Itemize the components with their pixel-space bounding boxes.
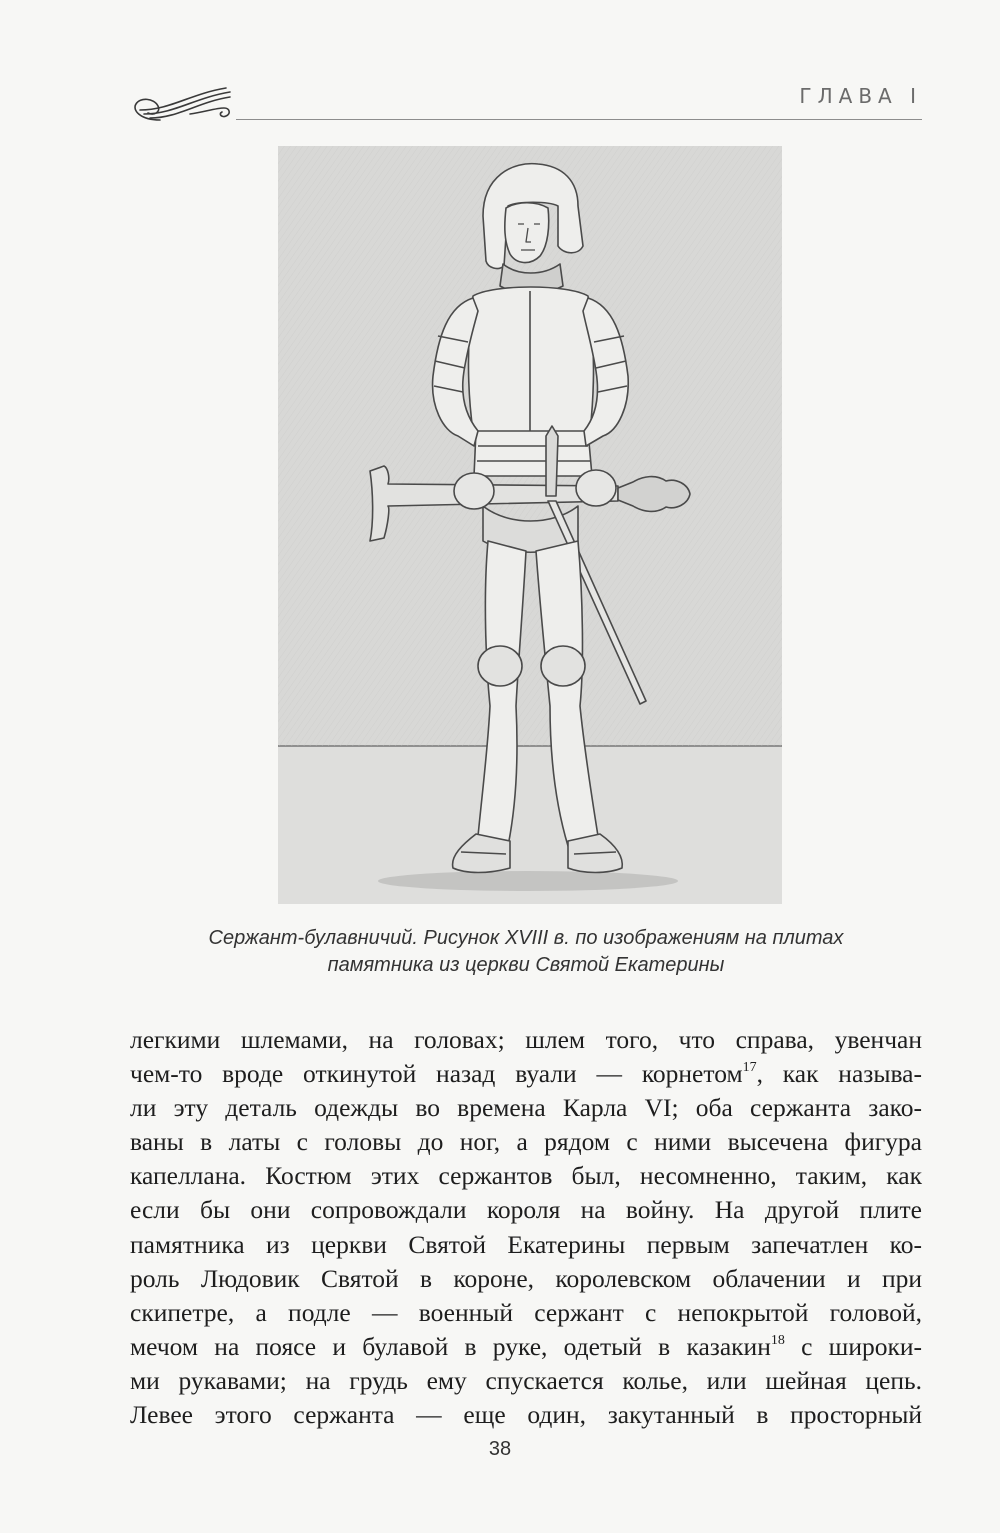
footnote-ref: 17 bbox=[742, 1060, 757, 1076]
text-line: памятника из церкви Святой Екатерины первым запечатлен ко- bbox=[130, 1229, 922, 1259]
text-line: ваны в латы с головы до ног, а рядом с ними высечена фигура bbox=[130, 1127, 922, 1157]
figure-illustration bbox=[278, 146, 782, 904]
text-line: скипетре, а подле — военный сержант с непокрытой головой, bbox=[130, 1297, 922, 1327]
text-line: ми рукавами; на грудь ему спускается колье, или шейная цепь. bbox=[130, 1365, 922, 1395]
text-line: роль Людовик Святой в короне, королевском облачении и при bbox=[130, 1263, 922, 1293]
text-line: капеллана. Костюм этих сержантов был, несомненно, таким, как bbox=[130, 1161, 922, 1191]
figure-caption bbox=[130, 925, 922, 979]
text-line: чем-то вроде откинутой назад вуали — корнетом$^{17}$, как называ- bbox=[130, 1059, 922, 1089]
chapter-heading: ГЛАВА I bbox=[799, 84, 922, 108]
flourish-ornament-icon bbox=[130, 80, 234, 126]
text-line: ли эту деталь одежды во времена Карла VI; оба сержанта зако- bbox=[130, 1093, 922, 1123]
header-rule bbox=[236, 119, 922, 120]
page-number: 38 bbox=[488, 1438, 512, 1460]
text-line: если бы они сопровождали короля на войну. На другой плите bbox=[130, 1195, 922, 1225]
footnote-ref: 18 bbox=[770, 1332, 785, 1348]
body-paragraph bbox=[130, 1023, 922, 1432]
text-line: легкими шлемами, на головах; шлем того, что справа, увенчан bbox=[130, 1025, 922, 1054]
caption-line: Сержант-булавничий. Рисунок XVIII в. по изображениям на плитах bbox=[208, 927, 844, 949]
mace-bearer-sergeant-illustration bbox=[278, 146, 782, 904]
text-line: мечом на поясе и булавой в руке, одетый в казакин$^{18}$ с широки- bbox=[130, 1331, 922, 1361]
caption-line: памятника из церкви Святой Екатерины bbox=[327, 954, 725, 976]
text-line: Левее этого сержанта — еще один, закутанный в просторный bbox=[130, 1400, 922, 1430]
